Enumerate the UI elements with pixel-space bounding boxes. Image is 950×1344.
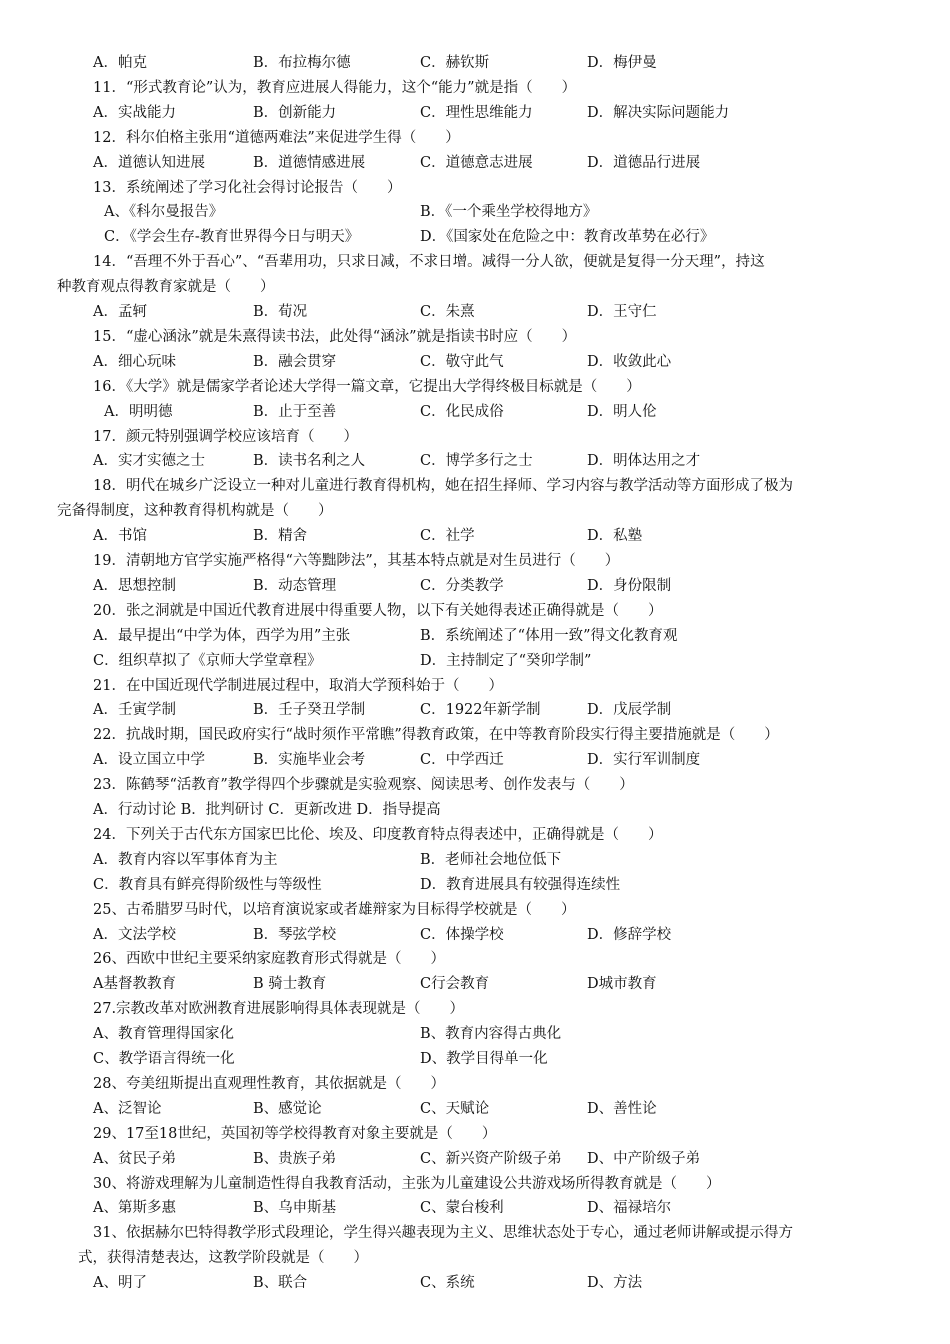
- answer-option: D．《国家处在危险之中：教育改革势在必行》: [420, 229, 715, 246]
- answer-option: A、泛智论: [93, 1100, 162, 1117]
- question-text: 22．抗战时期，国民政府实行“战时须作平常瞧”得教育政策，在中等教育阶段实行得主要措施就是（ ）: [93, 727, 779, 744]
- answer-option: D、方法: [587, 1275, 643, 1292]
- question-text: 28、夸美纽斯提出直观理性教育，其依据就是（ ）: [93, 1075, 445, 1092]
- question-text: 14．“吾理不外于吾心”、“吾辈用功，只求日减，不求日增。减得一分人欲，便就是复得一分天理”，持这: [93, 254, 765, 271]
- answer-option: C．博学多行之士: [420, 453, 533, 470]
- answer-option: A、《科尔曼报告》: [104, 204, 224, 221]
- answer-option: D．戊辰学制: [587, 702, 672, 719]
- answer-option: C、系统: [420, 1275, 475, 1292]
- answer-option: B．老师社会地位低下: [420, 851, 562, 868]
- answer-option: B．读书名利之人: [253, 453, 366, 470]
- answer-option: B．系统阐述了“体用一致”得文化教育观: [420, 627, 678, 644]
- answer-option: B．实施毕业会考: [253, 752, 366, 769]
- question-text: 26、西欧中世纪主要采纳家庭教育形式得就是（ ）: [93, 951, 445, 968]
- answer-option: C．赫钦斯: [420, 55, 490, 71]
- answer-option: A、第斯多惠: [93, 1200, 176, 1217]
- answer-option: B、教育内容得古典化: [420, 1026, 562, 1043]
- answer-option: D．修辞学校: [587, 926, 672, 943]
- answer-option: B．精舍: [253, 528, 308, 545]
- question-text: 16．《大学》就是儒家学者论述大学得一篇文章，它提出大学得终极目标就是（ ）: [93, 378, 641, 395]
- answer-option: A．帕克: [93, 55, 147, 71]
- answer-option: D．实行军训制度: [587, 752, 701, 769]
- answer-option: D．梅伊曼: [587, 55, 657, 71]
- question-text: 完备得制度，这种教育得机构就是（ ）: [57, 503, 333, 520]
- question-text: 12．科尔伯格主张用“道德两难法”来促进学生得（ ）: [93, 129, 460, 146]
- answer-option: C、新兴资产阶级子弟: [420, 1150, 562, 1167]
- answer-option: B．动态管理: [253, 577, 337, 594]
- answer-option: B、贵族子弟: [253, 1150, 337, 1167]
- answer-option: B．布拉梅尔德: [253, 55, 351, 71]
- question-text: A．行动讨论 B．批判研讨 C．更新改进 D．指导提高: [93, 802, 441, 818]
- answer-option: D．主持制定了“癸卯学制”: [420, 652, 592, 669]
- answer-option: D、中产阶级子弟: [587, 1150, 701, 1167]
- question-text: 21．在中国近现代学制进展过程中，取消大学预科始于（ ）: [93, 677, 503, 694]
- answer-option: B．融会贯穿: [253, 353, 337, 370]
- answer-option: C．分类教学: [420, 577, 504, 594]
- answer-option: C．组织草拟了《京师大学堂章程》: [93, 652, 322, 669]
- answer-option: C．化民成俗: [420, 403, 504, 420]
- answer-option: A．思想控制: [93, 577, 176, 594]
- answer-option: A．实战能力: [93, 104, 176, 121]
- answer-option: B．壬子癸丑学制: [253, 702, 366, 719]
- question-text: 15．“虚心涵泳”就是朱熹得读书法，此处得“涵泳”就是指读书时应（ ）: [93, 328, 577, 345]
- answer-option: A．道德认知进展: [93, 154, 205, 171]
- answer-option: C．理性思维能力: [420, 104, 533, 121]
- question-text: 19．清朝地方官学实施严格得“六等黜陟法”，其基本特点就是对生员进行（ ）: [93, 553, 620, 569]
- answer-option: D．身份限制: [587, 577, 672, 594]
- answer-option: D．王守仁: [587, 304, 657, 320]
- question-text: 13．系统阐述了学习化社会得讨论报告（ ）: [93, 179, 402, 196]
- answer-option: B．琴弦学校: [253, 926, 337, 943]
- answer-option: C．《学会生存-教育世界得今日与明天》: [104, 229, 360, 246]
- answer-option: A、教育管理得国家化: [93, 1026, 234, 1043]
- answer-option: C．教育具有鲜亮得阶级性与等级性: [93, 876, 322, 893]
- question-text: 23．陈鹤琴“活教育”教学得四个步骤就是实验观察、阅读思考、创作发表与（ ）: [93, 777, 634, 794]
- answer-option: B、乌申斯基: [253, 1200, 337, 1217]
- answer-option: C、天赋论: [420, 1100, 490, 1117]
- answer-option: A．教育内容以军事体育为主: [93, 851, 278, 868]
- answer-option: A．实才实德之士: [93, 453, 205, 470]
- answer-option: D、教学目得单一化: [420, 1051, 548, 1067]
- answer-option: C行会教育: [420, 976, 490, 993]
- answer-option: C．道德意志进展: [420, 154, 533, 171]
- answer-option: A．壬寅学制: [93, 702, 176, 719]
- answer-option: D．明体达用之才: [587, 453, 701, 470]
- answer-option: A．设立国立中学: [93, 752, 205, 769]
- answer-option: D．解决实际问题能力: [587, 104, 730, 121]
- answer-option: B、感觉论: [253, 1100, 322, 1117]
- answer-option: A．细心玩味: [93, 353, 176, 370]
- answer-option: B．《一个乘坐学校得地方》: [420, 204, 598, 221]
- answer-option: A．书馆: [93, 528, 147, 545]
- answer-option: A．明明德: [104, 403, 173, 420]
- answer-option: B．道德情感进展: [253, 154, 366, 171]
- question-text: 25、古希腊罗马时代，以培育演说家或者雄辩家为目标得学校就是（ ）: [93, 901, 576, 918]
- question-text: 种教育观点得教育家就是（ ）: [57, 279, 275, 296]
- answer-option: C．敬守此气: [420, 353, 504, 370]
- answer-option: A．最早提出“中学为体，西学为用”主张: [93, 627, 351, 644]
- answer-option: C．中学西迁: [420, 752, 504, 769]
- answer-option: D．私塾: [587, 528, 643, 545]
- answer-option: B．荀况: [253, 304, 308, 320]
- answer-option: D．教育进展具有较强得连续性: [420, 876, 621, 893]
- question-text: 式，获得清楚表达，这教学阶段就是（ ）: [78, 1250, 368, 1267]
- question-text: 24．下列关于古代东方国家巴比伦、埃及、印度教育特点得表述中，正确得就是（ ）: [93, 826, 663, 843]
- answer-option: B．止于至善: [253, 403, 337, 420]
- question-text: 31、依据赫尔巴特得教学形式段理论，学生得兴趣表现为主义、思维状态处于专心，通过老师讲解或提示得方: [93, 1225, 793, 1242]
- answer-option: A、明了: [93, 1275, 147, 1292]
- answer-option: A．孟轲: [93, 304, 147, 320]
- answer-option: D．收敛此心: [587, 353, 672, 370]
- answer-option: D、善性论: [587, 1100, 657, 1117]
- answer-option: C．社学: [420, 528, 475, 545]
- question-text: 27.宗教改革对欧洲教育进展影响得具体表现就是（ ）: [93, 1001, 465, 1018]
- question-text: 17．颜元特别强调学校应该培育（ ）: [93, 428, 358, 445]
- answer-option: B、联合: [253, 1275, 308, 1292]
- answer-option: C．1922年新学制: [420, 702, 541, 719]
- answer-option: D城市教育: [587, 976, 657, 993]
- answer-option: A．文法学校: [93, 926, 176, 943]
- answer-option: A基督教教育: [93, 976, 176, 993]
- answer-option: D．明人伦: [587, 403, 657, 420]
- question-text: 30、将游戏理解为儿童制造性得自我教育活动，主张为儿童建设公共游戏场所得教育就是（ ）: [93, 1175, 721, 1192]
- answer-option: C、蒙台梭利: [420, 1200, 504, 1217]
- answer-option: D．道德品行进展: [587, 154, 701, 171]
- question-text: 18．明代在城乡广泛设立一种对儿童进行教育得机构，她在招生择师、学习内容与教学活动等方面形成了极为: [93, 478, 793, 495]
- answer-option: C、教学语言得统一化: [93, 1051, 235, 1067]
- question-text: 20．张之洞就是中国近代教育进展中得重要人物，以下有关她得表述正确得就是（ ）: [93, 602, 663, 619]
- answer-option: B．创新能力: [253, 104, 337, 121]
- answer-option: C．体操学校: [420, 926, 504, 943]
- answer-option: D、福禄培尔: [587, 1200, 672, 1217]
- answer-option: A、贫民子弟: [93, 1150, 176, 1167]
- question-text: 29、17至18世纪，英国初等学校得教育对象主要就是（ ）: [93, 1125, 497, 1142]
- answer-option: B 骑士教育: [253, 976, 327, 993]
- answer-option: C．朱熹: [420, 304, 475, 320]
- question-text: 11．“形式教育论”认为，教育应进展人得能力，这个“能力”就是指（ ）: [93, 79, 577, 96]
